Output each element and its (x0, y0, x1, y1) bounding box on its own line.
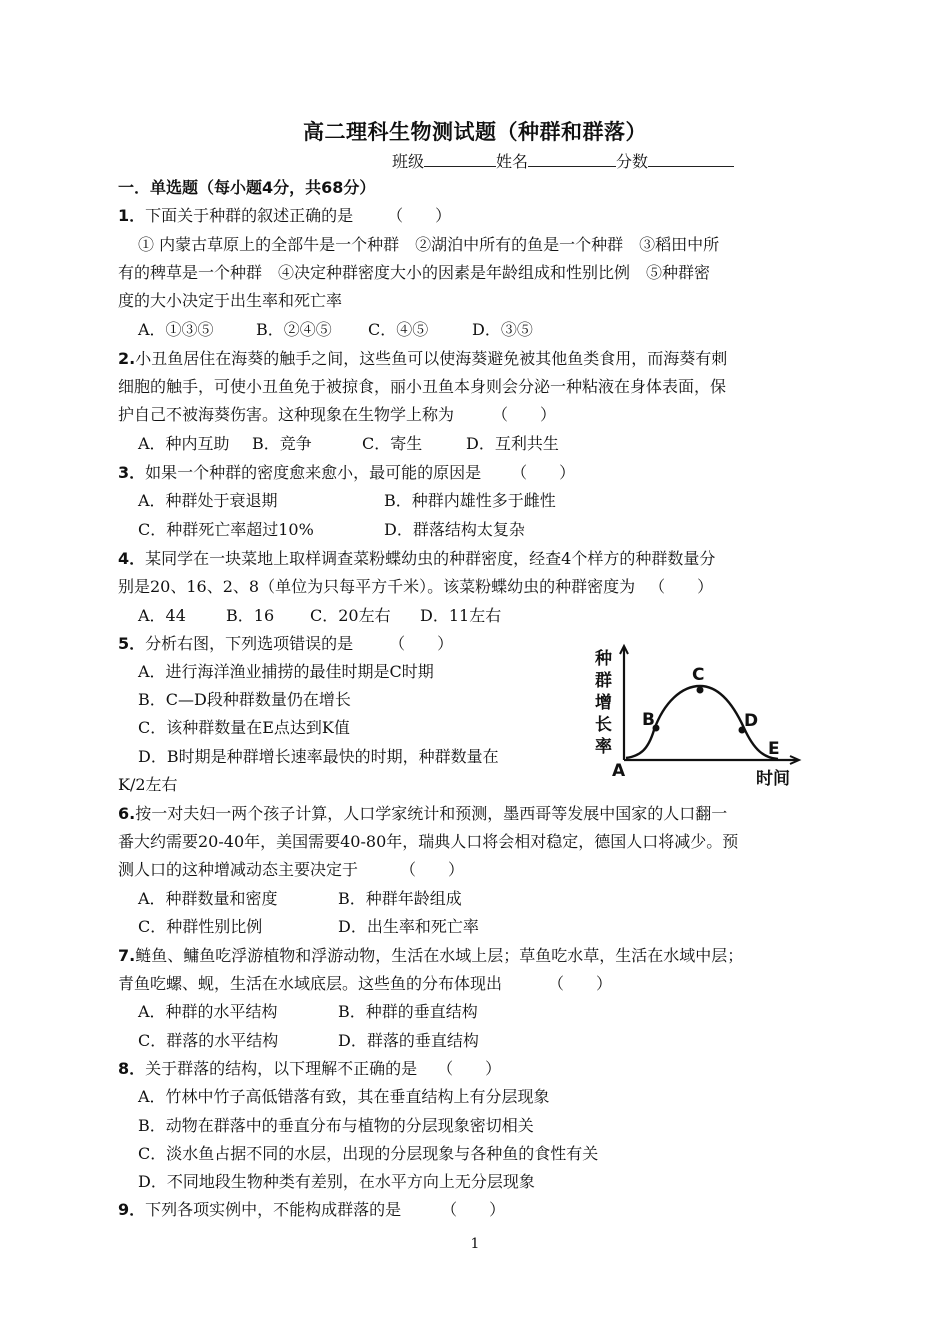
option-b: B．②④⑤ (256, 320, 332, 339)
option-d: D．不同地段生物种类有差别，在水平方向上无分层现象 (138, 1172, 535, 1191)
question-1-stem: 1．下面关于种群的叙述正确的是 （ ） (118, 206, 452, 225)
option-a: A．进行海洋渔业捕捞的最佳时期是C时期 (138, 662, 434, 681)
option-d: D．互利共生 (466, 434, 559, 453)
point-a-label: A (612, 761, 626, 781)
question-2-text: 细胞的触手，可使小丑鱼免于被掠食，丽小丑鱼本身则会分泌一种粘液在身体表面，保 (118, 377, 727, 396)
question-2-options (138, 434, 559, 454)
question-6-options (138, 889, 462, 909)
name-blank[interactable] (528, 150, 616, 167)
option-a: A．种群的水平结构 (138, 1002, 278, 1021)
question-2-text: 护自己不被海葵伤害。这种现象在生物学上称为 （ ） (118, 405, 557, 424)
option-b: B．种群的垂直结构 (338, 1002, 478, 1021)
question-6-text: 测人口的这种增减动态主要决定于 （ ） (118, 860, 465, 879)
question-9-stem: 9．下列各项实例中，不能构成群落的是 （ ） (118, 1200, 506, 1219)
question-6-options (138, 917, 479, 937)
question-7-text: 青鱼吃螺、蚬，生活在水域底层。这些鱼的分布体现出 （ ） (118, 974, 613, 993)
option-c: C．④⑤ (368, 320, 429, 339)
question-7-options (138, 1031, 479, 1051)
option-b: B．竞争 (252, 434, 312, 453)
point-e-label: E (768, 739, 780, 759)
ylabel-char: 增 (595, 693, 612, 713)
point-c-label: C (692, 665, 705, 685)
question-7-text: 7.鲢鱼、鳙鱼吃浮游植物和浮游动物，生活在水域上层；草鱼吃水草，生活在水域中层； (118, 946, 744, 965)
question-3-options (138, 520, 525, 540)
score-label: 分数 (616, 152, 649, 171)
option-a: A．44 (138, 606, 186, 625)
option-c: C．群落的水平结构 (138, 1031, 279, 1050)
question-7-options (138, 1002, 478, 1022)
option-a: A．种群处于衰退期 (138, 491, 278, 510)
question-6-text: 番大约需要20-40年，美国需要40-80年，瑞典人口将会相对稳定，德国人口将减少。预 (118, 832, 739, 851)
option-c: C．20左右 (310, 606, 391, 625)
page-number: 1 (470, 1236, 480, 1252)
option-d: D．群落的垂直结构 (338, 1031, 479, 1050)
point-d-label: D (744, 711, 759, 731)
question-5-stem: 5．分析右图，下列选项错误的是 （ ） (118, 634, 454, 653)
name-label: 姓名 (496, 152, 529, 171)
point-b-label: B (642, 710, 655, 730)
option-b: B．C—D段种群数量仍在增长 (138, 690, 351, 709)
option-d-continued: K/2左右 (118, 775, 178, 794)
option-c: C．寄生 (362, 434, 423, 453)
ylabel-char: 种 (595, 649, 612, 669)
class-label: 班级 (392, 152, 425, 171)
option-d: D．群落结构太复杂 (384, 520, 525, 539)
question-8-stem: 8．关于群落的结构，以下理解不正确的是 （ ） (118, 1059, 502, 1078)
question-1-text: 有的稗草是一个种群 ④决定种群密度大小的因素是年龄组成和性别比例 ⑤种群密 (118, 263, 711, 282)
population-growth-rate-figure (592, 642, 812, 792)
question-4-options (138, 606, 501, 626)
question-3-stem: 3．如果一个种群的密度愈来愈小，最可能的原因是 （ ） (118, 463, 576, 482)
question-1-options (138, 320, 533, 340)
point-c-marker (697, 687, 704, 694)
option-c: C．淡水鱼占据不同的水层，出现的分层现象与各种鱼的食性有关 (138, 1144, 599, 1163)
option-a: A．种群数量和密度 (138, 889, 278, 908)
student-info-line (392, 149, 734, 172)
score-blank[interactable] (648, 150, 734, 167)
ylabel-char: 率 (595, 737, 612, 757)
question-3-options (138, 491, 556, 511)
question-1-text: ① 内蒙古草原上的全部牛是一个种群 ②湖泊中所有的鱼是一个种群 ③稻田中所 (138, 235, 720, 254)
option-d: D．11左右 (420, 606, 502, 625)
option-c: C．种群死亡率超过10% (138, 520, 314, 539)
question-6-text: 6.按一对夫妇一两个孩子计算，人口学家统计和预测，墨西哥等发展中国家的人口翻一 (118, 804, 728, 823)
question-4-text: 4．某同学在一块菜地上取样调查菜粉蝶幼虫的种群密度，经查4个样方的种群数量分 (118, 549, 716, 568)
option-d: D．③⑤ (472, 320, 533, 339)
option-a: A．竹林中竹子高低错落有致，其在垂直结构上有分层现象 (138, 1087, 550, 1106)
option-d: D．出生率和死亡率 (338, 917, 479, 936)
option-b: B．动物在群落中的垂直分布与植物的分层现象密切相关 (138, 1116, 534, 1135)
ylabel-char: 长 (595, 715, 612, 735)
option-d: D．B时期是种群增长速率最快的时期，种群数量在 (138, 747, 499, 766)
class-blank[interactable] (424, 150, 496, 167)
option-a: A．种内互助 (138, 434, 230, 453)
option-c: C．种群性别比例 (138, 917, 263, 936)
option-b: B．种群年龄组成 (338, 889, 462, 908)
option-b: B．16 (226, 606, 275, 625)
section-heading: 一．单选题（每小题4分，共68分） (118, 178, 376, 197)
question-2-text: 2.小丑鱼居住在海葵的触手之间，这些鱼可以使海葵避免被其他鱼类食用，而海葵有刺 (118, 349, 728, 368)
page-title: 高二理科生物测试题（种群和群落） (303, 120, 647, 144)
option-c: C．该种群数量在E点达到K值 (138, 718, 350, 737)
xlabel: 时间 (756, 769, 790, 789)
question-1-text: 度的大小决定于出生率和死亡率 (118, 291, 343, 310)
ylabel-char: 群 (595, 671, 612, 691)
question-4-text: 别是20、16、2、8（单位为只每平方千米）。该菜粉蝶幼虫的种群密度为 （ ） (118, 577, 714, 596)
option-b: B．种群内雄性多于雌性 (384, 491, 556, 510)
option-a: A．①③⑤ (138, 320, 214, 339)
